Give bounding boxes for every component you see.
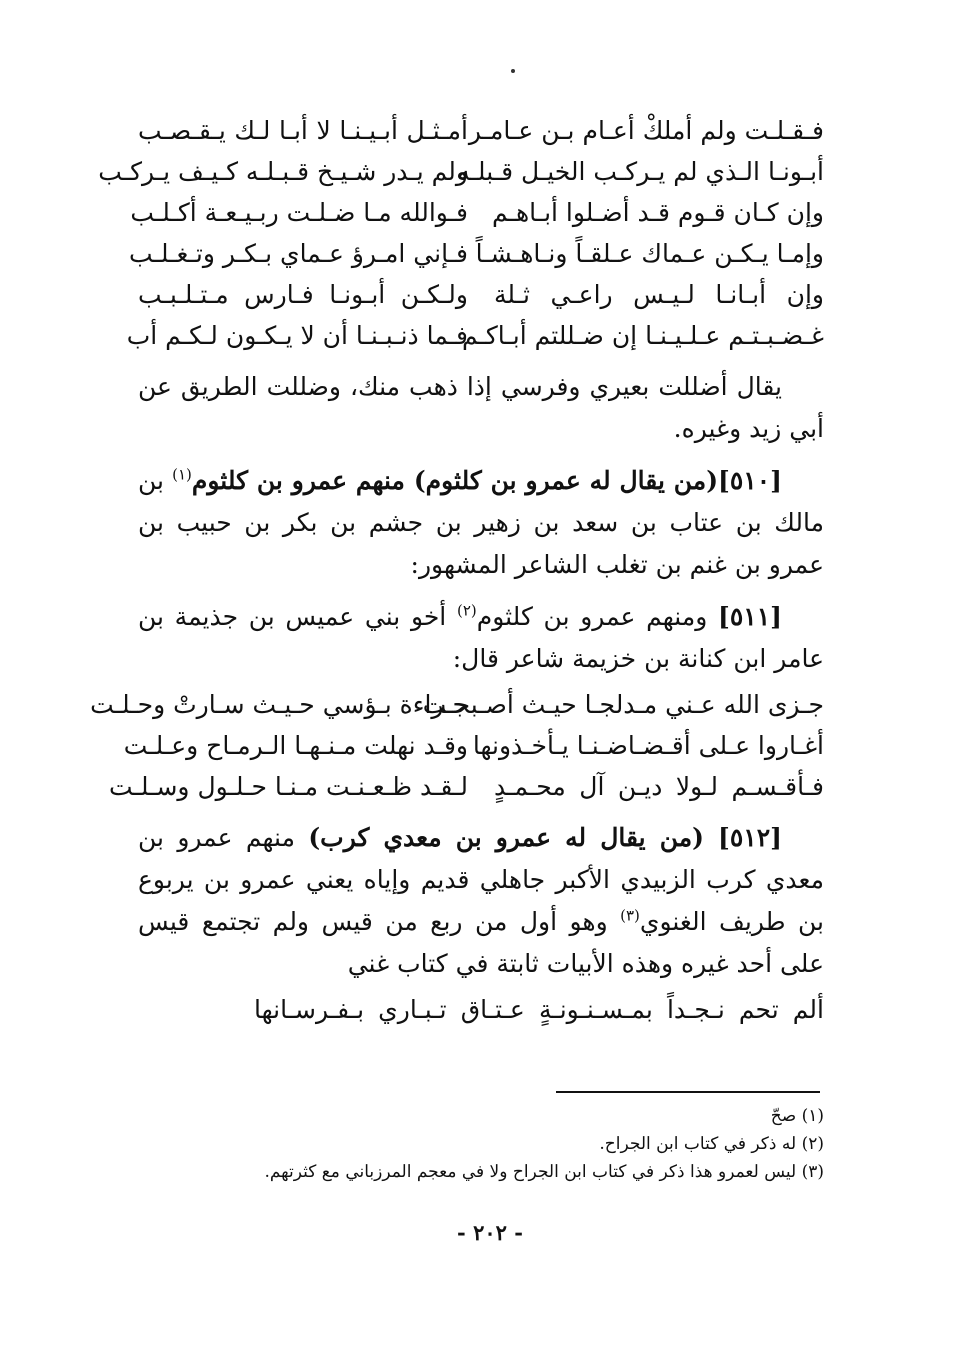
verse-first-hemistich: جـزى الله عـني مـدلجـا حيـث أصـبحـت xyxy=(422,690,824,719)
verse-line xyxy=(129,233,824,274)
footnote-item: (٢) له ذكر في كتاب ابن الجراح. xyxy=(599,1134,824,1154)
footnote-ref: (٣) xyxy=(620,906,640,925)
footnote-ref: (١) xyxy=(172,465,192,484)
verse-second-hemistich: فـإني امـرؤ عـماي بـكـر وتـغـلـب xyxy=(129,239,468,268)
verse-first-hemistich: غـضـبـتـم عـلـيـنـا إن ضـللتم أبـاكـم xyxy=(461,321,824,350)
entry-heading: [٥١٢] (من يقال له عمرو بن معدي كرب) xyxy=(308,823,782,852)
verse-second-hemistich: أمـثـل أبـيـنـا لا أبـا لـك يـقـصـب xyxy=(138,116,468,145)
footnote-item: (٣) ليس لعمرو هذا ذكر في كتاب ابن الجراح ولا في معجم المرزباني مع كثرتهم. xyxy=(264,1162,824,1182)
entry-lead: منهم عمرو بن معدي كرب الزبيدي الأكبر جاهلي قديم وإياه يعني عمرو بن يربوع بن طريف الغنوي xyxy=(138,823,824,936)
verse-line xyxy=(98,151,824,192)
entry-510 xyxy=(138,460,824,586)
footnote-ref: (٢) xyxy=(456,601,477,620)
page-speck xyxy=(511,69,515,73)
entry-512 xyxy=(138,817,824,985)
verse-first-hemistich: وإن أبـانـا لـيـس راعـي ثـلة xyxy=(494,280,824,309)
verse-first-hemistich: فـأقـسـم لـولا ديـن آل محـمـدٍ xyxy=(494,772,824,801)
verse-first-hemistich: وإن كـان قـوم قـد أضـلوا أبـاهـم xyxy=(491,198,824,227)
single-verse-line: ألم تحم نـجـداً بمـسـنـونـةٍ عـتـاق تـبـاري بـفـرسـانها xyxy=(254,995,824,1024)
verse-second-hemistich: فـما ذنـبـنـا أن لا يـكـون لـكـم أب xyxy=(126,321,468,350)
verse-second-hemistich: لـقـد ظـعـنـت مـنـا حـلـول وسـلـت xyxy=(109,772,468,801)
verse-second-hemistich: ولم يـدر شـيـخ قـبـلـه كـيـف يـركـب xyxy=(98,157,468,186)
verse-first-hemistich: وإمـا يـكـن عـماك عـلقـاً ونـاهـشـاً xyxy=(475,239,824,268)
entry-body: أخو بني عميس بن جذيمة بن عامر ابن كنانة بن خزيمة شاعر قال: xyxy=(138,602,824,673)
entry-511 xyxy=(138,596,824,680)
verse-line xyxy=(123,725,824,766)
verse-second-hemistich: وقـد نهلت مـنـهـا الـرمـاح وعـلـت xyxy=(123,731,468,760)
footnote-item: (١) صحّ xyxy=(770,1106,824,1126)
verse-line xyxy=(126,315,824,356)
entry-heading: [٥١١] xyxy=(718,602,782,631)
verse-line xyxy=(130,192,824,233)
verse-first-hemistich: أبـونـا الـذي لم يـركـب الخيـل قـبلـه xyxy=(457,157,824,186)
commentary-paragraph: يقال أضللت بعيري وفرسي إذا ذهب منك، وضللت الطريق عن أبي زيد وغيره. xyxy=(138,372,824,443)
verse-second-hemistich: فـوالله مـا ضـلـت ربـيـعـة أكـلـب xyxy=(130,198,468,227)
verse-line xyxy=(90,684,824,725)
verse-first-hemistich: فـقـلـت ولم أملكْ أعـام بـن عـامـر xyxy=(468,116,824,145)
verse-line xyxy=(138,110,824,151)
page-number: - ٢٠٢ - xyxy=(457,1220,523,1245)
footnotes xyxy=(138,1102,824,1186)
poem-1 xyxy=(98,110,824,356)
poem-2 xyxy=(90,684,824,807)
entry-body: بن مالك بن عتاب بن سعد بن زهير بن جشم بن بكر بن حبيب بن عمرو بن غنم بن تغلب الشاعر المشهور: xyxy=(138,466,824,579)
verse-second-hemistich: ولـكـن أبـونـا فـارس مـتـلـبـب xyxy=(138,280,468,309)
footnote-divider xyxy=(556,1091,820,1093)
entry-lead: ومنهم عمرو بن كلثوم xyxy=(476,602,719,631)
verse-first-hemistich: أغـاروا عـلى أقـضـاضـنـا يـأخـذونها xyxy=(472,731,824,760)
entry-body: وهو أول من ربع من قيس ولم تجتمع قيس على أحد غيره وهذه الأبيات ثابتة في كتاب غني xyxy=(138,907,824,978)
entry-heading: [٥١٠](من يقال له عمرو بن كلثوم) منهم عمرو بن كلثوم xyxy=(191,466,782,495)
verse-second-hemistich: جـراءة بـؤسي حـيـث سـارتْ وحـلـت xyxy=(90,690,468,719)
main-text xyxy=(90,110,824,1031)
verse-line xyxy=(109,766,824,807)
verse-line xyxy=(138,274,824,315)
